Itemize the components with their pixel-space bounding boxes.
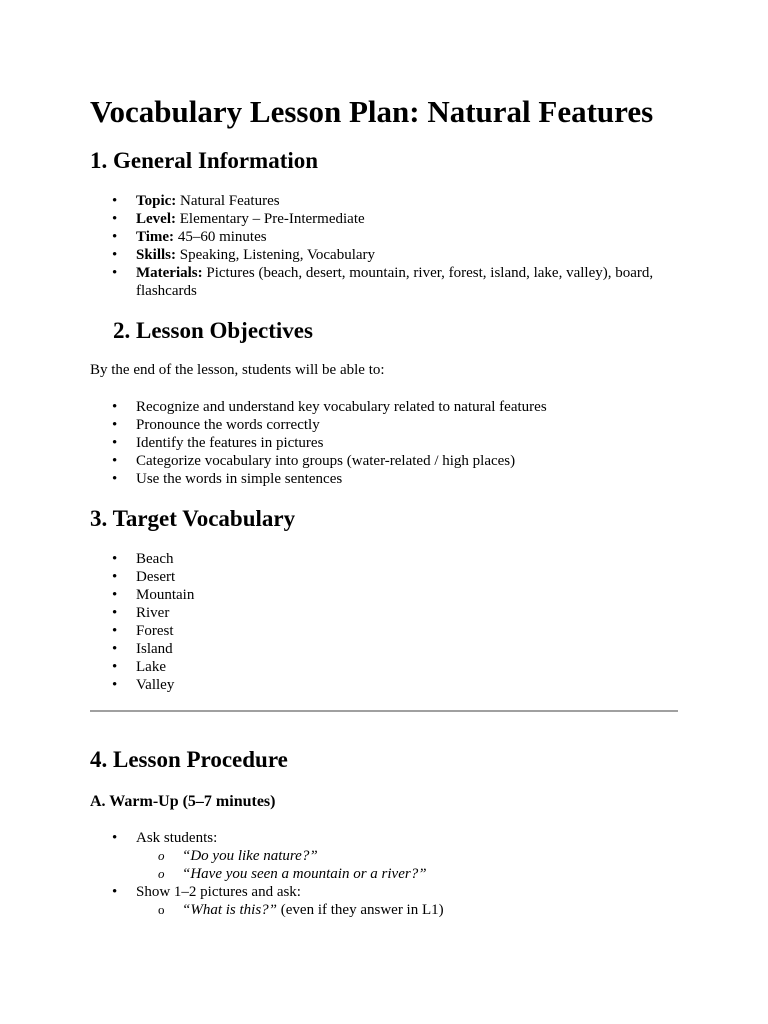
list-item: • River	[90, 604, 680, 622]
list-item: • Recognize and understand key vocabulary related to natural features	[90, 398, 680, 416]
list-item: • Desert	[90, 568, 680, 586]
vocabulary-list	[90, 550, 680, 694]
list-item: • Time: 45–60 minutes	[90, 228, 680, 246]
list-item: • Use the words in simple sentences	[90, 470, 680, 488]
list-item: • Identify the features in pictures	[90, 434, 680, 452]
list-item: • Skills: Speaking, Listening, Vocabulary	[90, 246, 680, 264]
section-heading-procedure: 4. Lesson Procedure	[90, 747, 288, 772]
warmup-list	[90, 829, 680, 919]
section-heading-vocabulary: 3. Target Vocabulary	[90, 506, 296, 531]
sub-list-item: o “What is this?” (even if they answer in L1)	[136, 901, 680, 919]
list-item: • Pronounce the words correctly	[90, 416, 680, 434]
list-item: • Valley	[90, 676, 680, 694]
horizontal-rule	[90, 710, 678, 712]
list-item: • Lake	[90, 658, 680, 676]
list-item: • Mountain	[90, 586, 680, 604]
subheading-warmup: A. Warm-Up (5–7 minutes)	[90, 793, 276, 810]
sub-list	[136, 901, 680, 919]
list-item: • Categorize vocabulary into groups (water-related / high places)	[90, 452, 680, 470]
section-heading-objectives: 2. Lesson Objectives	[113, 318, 313, 343]
sub-list-item: o “Do you like nature?”	[136, 847, 680, 865]
list-item: • Show 1–2 pictures and ask: o “What is this?” (even if they answer in L1)	[90, 883, 680, 919]
sub-list-item: o “Have you seen a mountain or a river?”	[136, 865, 680, 883]
sub-list	[136, 847, 680, 883]
general-info-list	[90, 192, 680, 300]
section-heading-general: 1. General Information	[90, 148, 319, 173]
list-item: • Forest	[90, 622, 680, 640]
list-item: • Island	[90, 640, 680, 658]
list-item: • Topic: Natural Features	[90, 192, 680, 210]
list-item: • Level: Elementary – Pre-Intermediate	[90, 210, 680, 228]
document-title: Vocabulary Lesson Plan: Natural Features	[90, 94, 654, 129]
objectives-list	[90, 398, 680, 488]
list-item: • Materials: Pictures (beach, desert, mountain, river, forest, island, lake, valley), board, flashcards	[90, 264, 680, 300]
list-item: • Beach	[90, 550, 680, 568]
objectives-intro: By the end of the lesson, students will be able to:	[90, 362, 385, 378]
list-item: • Ask students: o “Do you like nature?” o “Have you seen a mountain or a river?”	[90, 829, 680, 883]
